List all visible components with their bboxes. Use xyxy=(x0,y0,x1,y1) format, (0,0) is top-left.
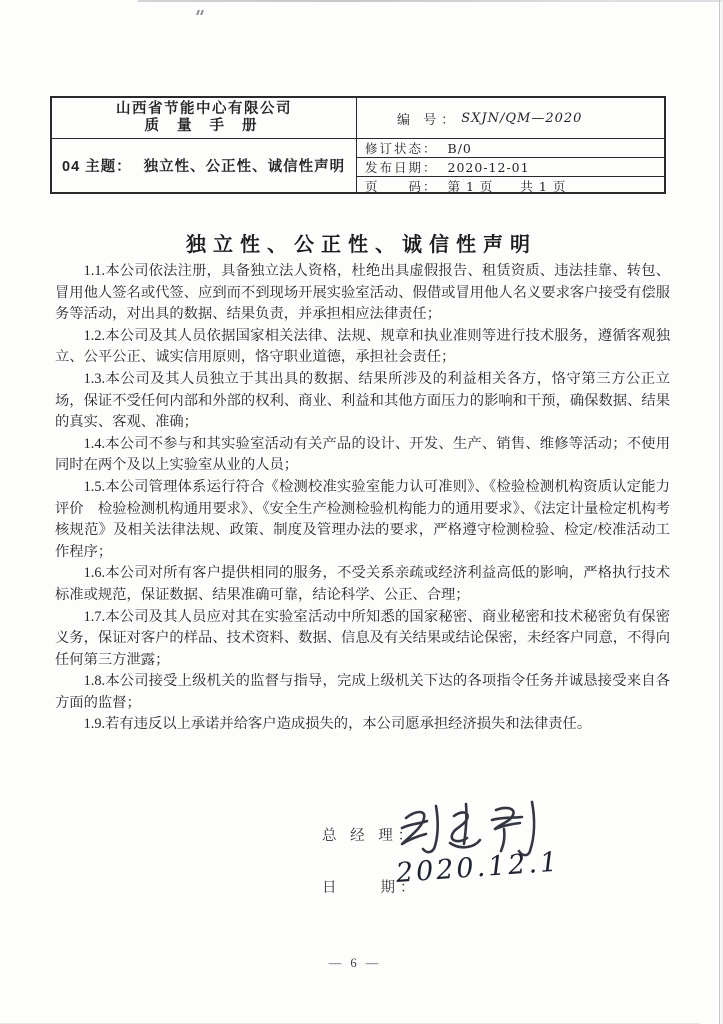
paragraph-1-3: 1.3.本公司及其人员独立于其出具的数据、结果所涉及的利益相关各方，恪守第三方公正立场，保证不受任何内部和外部的权利、商业、利益和其他方面压力的影响和干预，确保数据、结果的真实、客观、准确； xyxy=(55,370,670,431)
header-row-top xyxy=(52,98,664,139)
declaration-body xyxy=(55,261,670,736)
paragraph-1-2: 1.2.本公司及其人员依据国家相关法律、法规、规章和执业准则等进行技术服务，遵循客观独立、公平公正、诚实信用原则，恪守职业道德，承担社会责任； xyxy=(55,327,670,366)
handwritten-date: 2020.12.1 xyxy=(394,846,562,889)
company-cell xyxy=(52,98,357,138)
release-date-label: 发布日期： xyxy=(365,161,438,175)
topic-label: 04 主题： xyxy=(62,159,132,175)
scan-artifact-corner-mark xyxy=(197,2,207,8)
release-date-value: 2020-12-01 xyxy=(447,159,530,175)
doc-number-label: 编 号： xyxy=(397,111,460,127)
revision-status-value: B/0 xyxy=(447,140,472,156)
company-name: 山西省节能中心有限公司 xyxy=(116,101,292,117)
manual-title: 质 量 手 册 xyxy=(144,118,264,134)
topic-value: 独立性、公正性、诚信性声明 xyxy=(143,159,346,175)
topic-cell xyxy=(52,139,357,192)
paragraph-1-6: 1.6.本公司对所有客户提供相同的服务，不受关系亲疏或经济利益高低的影响，严格执行技术标准或规范，保证数据、结果准确可靠，结论科学、公正、合理； xyxy=(55,565,670,603)
paragraph-1-7: 1.7.本公司及其人员应对其在实验室活动中所知悉的国家秘密、商业秘密和技术秘密负有保密义务，保证对客户的样品、技术资料、数据、信息及有关结果或结论保密，未经客户同意，不得向任何第三方泄露； xyxy=(55,608,670,668)
doc-number-cell xyxy=(357,98,664,138)
page-number-label: 页 码： xyxy=(365,180,438,194)
paragraph-1-9: 1.9.若有违反以上承诺并给客户造成损失的，本公司愿承担经济损失和法律责任。 xyxy=(83,716,592,733)
meta-row-release-date xyxy=(357,158,664,177)
date-label: 日 期： xyxy=(322,880,420,896)
paragraph-1-4: 1.4.本公司不参与和其实验室活动有关产品的设计、开发、生产、销售、维修等活动；不使用同时在两个及以上实验室从业的人员； xyxy=(55,435,670,474)
doc-number-value: SXJN/QM—2020 xyxy=(461,110,583,126)
page-number-value: 第 1 页 共 1 页 xyxy=(447,179,567,194)
meta-row-revision-status xyxy=(357,139,664,158)
paragraph-1-1: 1.1.本公司依法注册，具备独立法人资格，杜绝出具虚假报告、租赁资质、违法挂靠、转包、冒用他人签名或代签、应到而不到现场开展实验室活动、假借或冒用他人名义要求客户接受有偿服务等活动，对出具的数据、结果负责，并承担相应法律责任； xyxy=(55,263,670,323)
revision-status-label: 修订状态： xyxy=(365,142,438,156)
general-manager-label: 总 经 理： xyxy=(322,828,418,844)
meta-rows xyxy=(357,139,664,192)
page-title: 独立性、公正性、诚信性声明 xyxy=(186,234,537,256)
document-header-table xyxy=(50,96,666,194)
header-row-bottom xyxy=(52,139,664,192)
paragraph-1-8: 1.8.本公司接受上级机关的监督与指导，完成上级机关下达的各项指令任务并诚恳接受来自各方面的监督； xyxy=(55,673,670,711)
scan-artifact-top-edge xyxy=(138,0,723,2)
footer-page-number: — 6 — xyxy=(328,956,382,970)
paragraph-1-5: 1.5.本公司管理体系运行符合《检测校准实验室能力认可准则》、《检验检测机构资质认定能力评价 检验检测机构通用要求》、《安全生产检测检验机构能力的通用要求》、《法定计量检定机构考核规范》及相关法律法规、政策、制度及管理办法的要求，严格遵守检测检验、检定/校准活动工作程序； xyxy=(55,478,670,560)
meta-row-page-number xyxy=(357,177,664,195)
